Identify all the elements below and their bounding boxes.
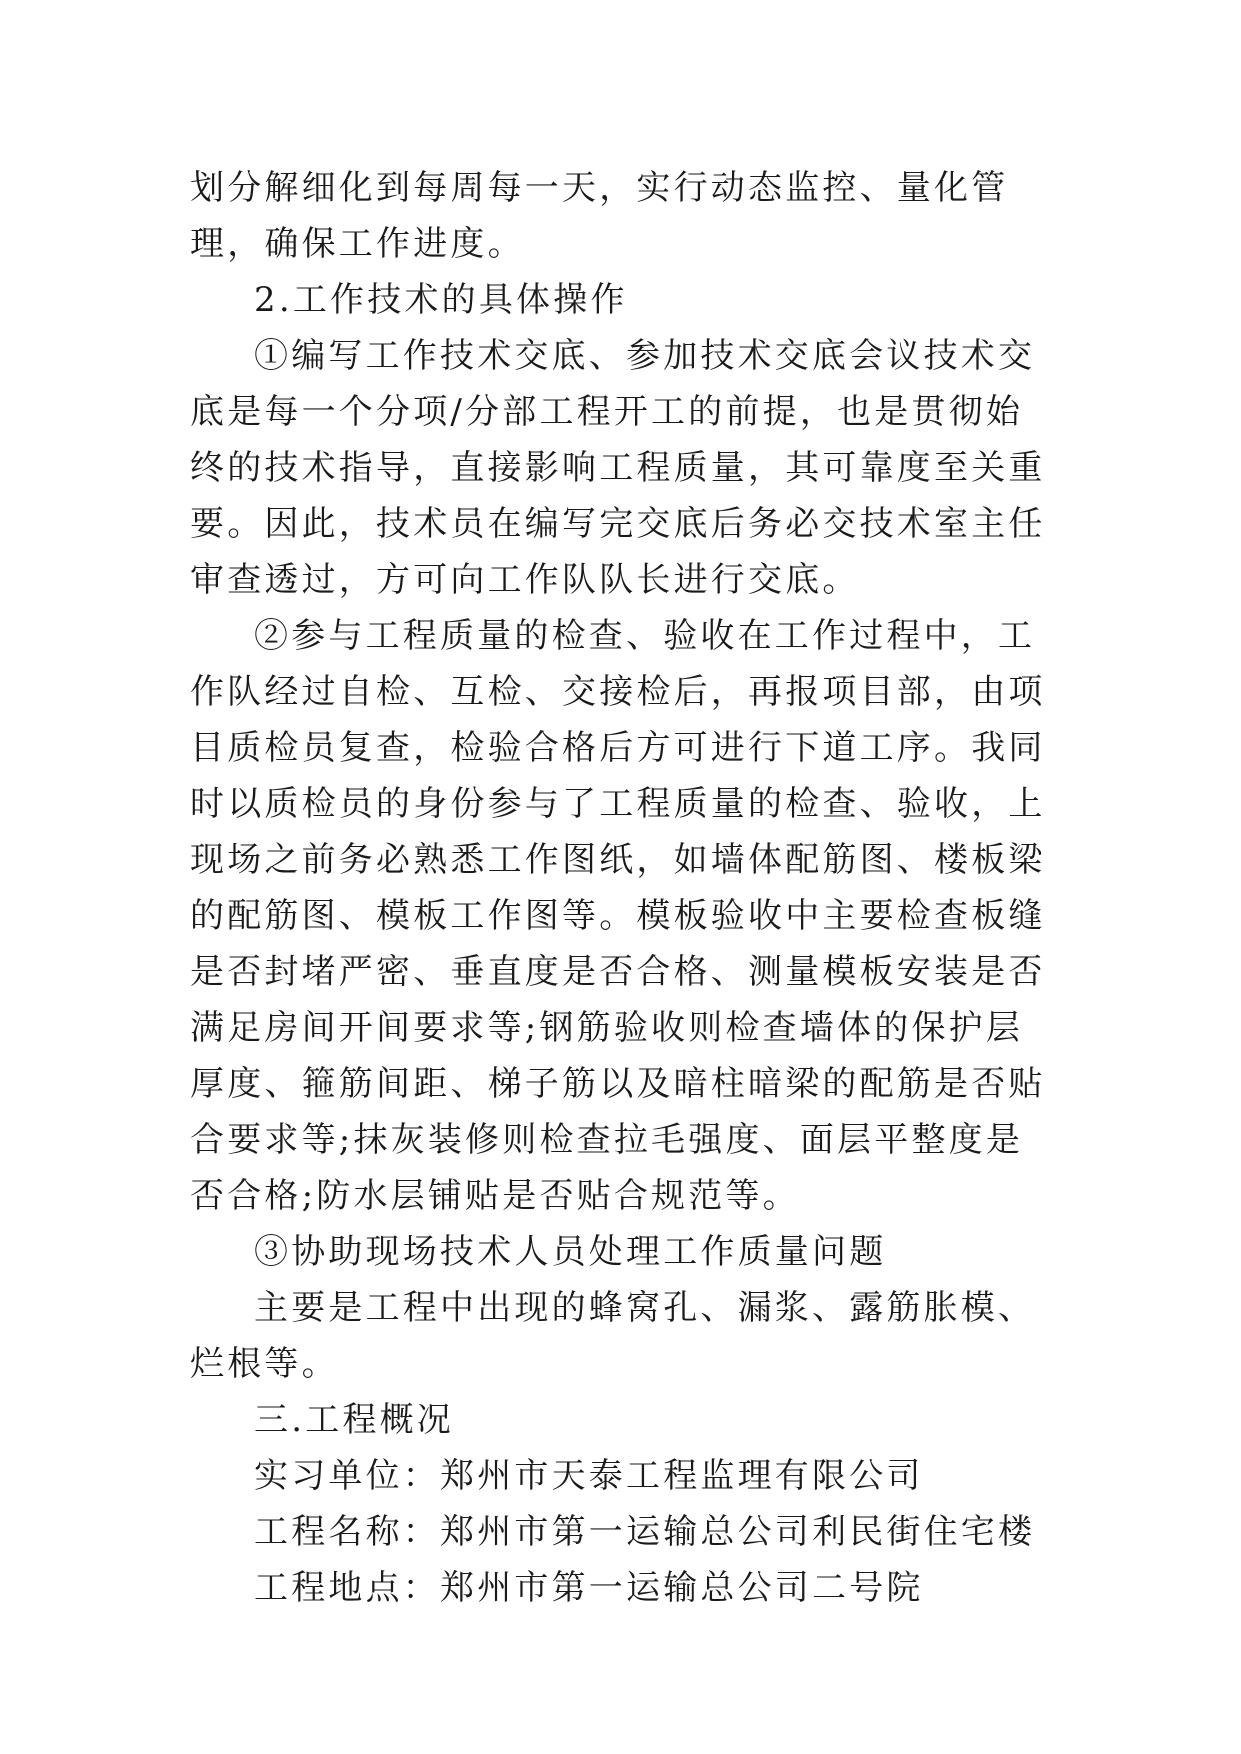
subheading-quality-problems: ③协助现场技术人员处理工作质量问题 xyxy=(254,1232,887,1272)
section-heading-technical-operations: 2.工作技术的具体操作 xyxy=(254,280,628,320)
paragraph-technical-disclosure: ①编写工作技术交底、参加技术交底会议技术交底是每一个分项/分部工程开工的前提，也是贯彻始终的技术指导，直接影响工程质量，其可靠度至关重要。因此，技术员在编写完交底后务必交技术室主任审查透过，方可向工作队队长进行交底。 xyxy=(190,336,1046,600)
paragraph-quality-inspection: ②参与工程质量的检查、验收在工作过程中，工作队经过自检、互检、交接检后，再报项目部，由项目质检员复查，检验合格后方可进行下道工序。我同时以质检员的身份参与了工程质量的检查、验收，上现场之前务必熟悉工作图纸，如墙体配筋图、楼板梁的配筋图、模板工作图等。模板验收中主要检查板缝是否封堵严密、垂直度是否合格、测量模板安装是否满足房间开间要求等;钢筋验收则检查墙体的保护层厚度、箍筋间距、梯子筋以及暗柱暗梁的配筋是否贴合要求等;抹灰装修则检查拉毛强度、面层平整度是否合格;防水层铺贴是否贴合规范等。 xyxy=(190,616,1046,1216)
info-line-project-location: 工程地点：郑州市第一运输总公司二号院 xyxy=(254,1568,924,1608)
info-line-project-name: 工程名称：郑州市第一运输总公司利民街住宅楼 xyxy=(254,1512,1036,1552)
body-text xyxy=(190,160,1050,1616)
paragraph-quality-problems: 主要是工程中出现的蜂窝孔、漏浆、露筋胀模、烂根等。 xyxy=(190,1288,1036,1384)
paragraph-continuation: 划分解细化到每周每一天，实行动态监控、量化管理，确保工作进度。 xyxy=(190,168,1009,264)
section-heading-project-overview: 三.工程概况 xyxy=(254,1400,455,1440)
info-line-internship-unit: 实习单位：郑州市天泰工程监理有限公司 xyxy=(254,1456,924,1496)
